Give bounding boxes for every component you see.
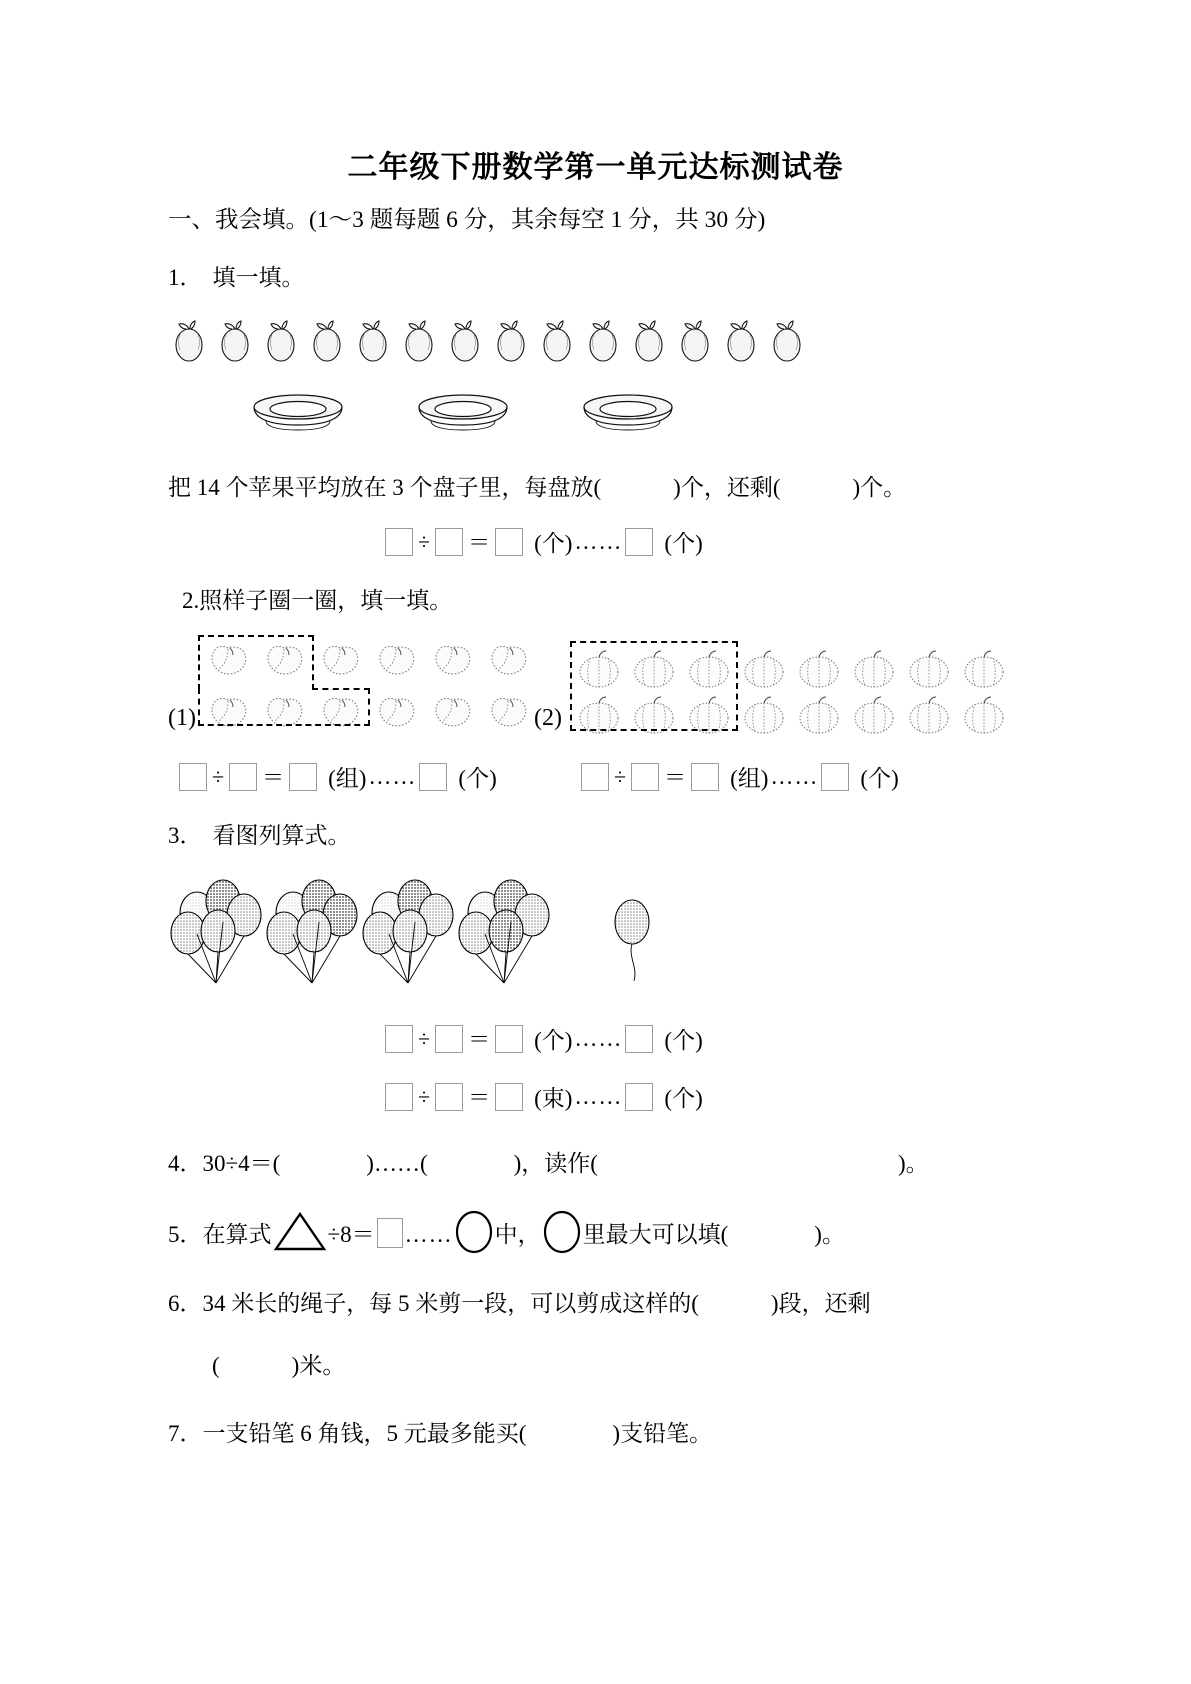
balloon-bunch bbox=[171, 880, 261, 983]
q3b-eq-dots: …… bbox=[574, 1083, 623, 1109]
apple-icon bbox=[720, 316, 762, 364]
q6-line-2 bbox=[212, 1350, 345, 1381]
q6-text-c: ( bbox=[212, 1353, 220, 1378]
q1-prompt-line bbox=[168, 262, 305, 293]
triangle-icon bbox=[273, 1210, 327, 1252]
apple-icon bbox=[674, 316, 716, 364]
plate-icon bbox=[413, 392, 513, 438]
q7-text-a: 7．一支铅笔 6 角钱，5 元最多能买( bbox=[168, 1421, 527, 1446]
apple-icon bbox=[490, 316, 532, 364]
q2-2-eq-dividend-box[interactable] bbox=[581, 763, 609, 791]
q2-1-eq-divisor-box[interactable] bbox=[229, 763, 257, 791]
q3a-eq-quotient-box[interactable] bbox=[495, 1025, 523, 1053]
q2-1-eq-divide-sign: ÷ bbox=[212, 763, 225, 789]
q3b-eq-quotient-unit: (束) bbox=[534, 1086, 573, 1111]
q5-quotient-box[interactable] bbox=[377, 1218, 403, 1248]
pumpkin-icon bbox=[957, 645, 1012, 691]
q3b-eq-remainder-unit: (个) bbox=[664, 1086, 703, 1111]
peach-icon bbox=[424, 690, 480, 742]
q3-prompt-line bbox=[168, 820, 351, 851]
peach-icon bbox=[368, 638, 424, 690]
q3b-eq-divisor-box[interactable] bbox=[435, 1083, 463, 1111]
page-title: 二年级下册数学第一单元达标测试卷 bbox=[347, 150, 844, 185]
q4-text-b: )……( bbox=[366, 1151, 428, 1176]
apple-icon bbox=[352, 316, 394, 364]
apple-icon bbox=[398, 316, 440, 364]
q1-eq-dots: …… bbox=[574, 528, 623, 554]
balloon-bunch bbox=[267, 880, 357, 983]
q6-line-1 bbox=[168, 1288, 871, 1319]
plate-row-illustration bbox=[248, 392, 678, 438]
q2-2-eq-remainder-unit: (个) bbox=[860, 766, 899, 791]
q2-2-eq-remainder-box[interactable] bbox=[821, 763, 849, 791]
apple-icon bbox=[306, 316, 348, 364]
apple-icon bbox=[444, 316, 486, 364]
circle-icon bbox=[454, 1210, 494, 1254]
q6-text-b: )段，还剩 bbox=[770, 1291, 871, 1316]
section-one-heading: 一、我会填。(1～3 题每题 6 分，其余每空 1 分，共 30 分) bbox=[168, 207, 766, 233]
q3-prompt-text: 看图列算式。 bbox=[212, 823, 351, 848]
q5-text-d: 里最大可以填( bbox=[582, 1222, 729, 1247]
q2-item2-label: (2) bbox=[534, 705, 562, 731]
pumpkin-icon bbox=[902, 691, 957, 737]
q3a-eq-divide-sign: ÷ bbox=[418, 1025, 431, 1051]
q3a-eq-dividend-box[interactable] bbox=[385, 1025, 413, 1053]
q1-prompt-text: 填一填。 bbox=[212, 265, 305, 290]
plate-icon bbox=[578, 392, 678, 438]
balloon-bunches bbox=[168, 875, 688, 1010]
q1-eq-remainder-box[interactable] bbox=[625, 528, 653, 556]
q3b-eq-quotient-box[interactable] bbox=[495, 1083, 523, 1111]
q2-2-eq-divide-sign: ÷ bbox=[614, 763, 627, 789]
q2-item1-group-outline-bottom bbox=[198, 688, 370, 726]
q2-item1-label: (1) bbox=[168, 705, 196, 731]
q3-number: 3． bbox=[168, 823, 203, 848]
apple-icon bbox=[260, 316, 302, 364]
q5-text-b: ÷8＝ bbox=[327, 1222, 375, 1247]
q3b-eq-remainder-box[interactable] bbox=[625, 1083, 653, 1111]
q2-1-eq-remainder-unit: (个) bbox=[458, 766, 497, 791]
q3-balloon-illustration bbox=[168, 875, 688, 1010]
q5-line bbox=[168, 1210, 845, 1254]
q1-sentence bbox=[168, 472, 906, 503]
q3a-eq-dots: …… bbox=[574, 1025, 623, 1051]
q6-text-d: )米。 bbox=[291, 1353, 346, 1378]
q3-equation-row-b bbox=[382, 1080, 705, 1113]
peach-icon bbox=[368, 690, 424, 742]
pumpkin-icon bbox=[847, 691, 902, 737]
q1-sentence-part-c: )个。 bbox=[852, 475, 907, 500]
q1-number: 1． bbox=[168, 265, 203, 290]
pumpkin-icon bbox=[792, 645, 847, 691]
q2-2-eq-quotient-unit: (组) bbox=[730, 766, 769, 791]
apple-icon bbox=[536, 316, 578, 364]
q1-eq-quotient-box[interactable] bbox=[495, 528, 523, 556]
q2-number: 2. bbox=[182, 588, 200, 613]
plate-icon bbox=[248, 392, 348, 438]
peach-icon bbox=[480, 690, 536, 742]
q2-1-eq-equals-sign: ＝ bbox=[262, 765, 285, 790]
q3a-eq-quotient-unit: (个) bbox=[534, 1028, 573, 1053]
q2-1-eq-remainder-box[interactable] bbox=[419, 763, 447, 791]
balloon-single bbox=[615, 900, 649, 981]
q3a-eq-remainder-unit: (个) bbox=[664, 1028, 703, 1053]
pumpkin-icon bbox=[902, 645, 957, 691]
apple-icon bbox=[766, 316, 808, 364]
q2-item2-equation-row bbox=[578, 760, 901, 793]
q2-item1-group-outline-join bbox=[312, 635, 370, 690]
q3-equation-row-a bbox=[382, 1022, 705, 1055]
q2-2-eq-equals-sign: ＝ bbox=[664, 765, 687, 790]
q4-text-d: )。 bbox=[897, 1151, 929, 1176]
q1-sentence-part-a: 把 14 个苹果平均放在 3 个盘子里，每盘放( bbox=[168, 475, 602, 500]
pumpkin-icon bbox=[737, 691, 792, 737]
q3a-eq-divisor-box[interactable] bbox=[435, 1025, 463, 1053]
apple-icon bbox=[582, 316, 624, 364]
q2-1-eq-quotient-box[interactable] bbox=[289, 763, 317, 791]
circle-icon bbox=[542, 1210, 582, 1254]
q2-1-eq-dividend-box[interactable] bbox=[179, 763, 207, 791]
q2-item1-group-outline-top bbox=[198, 635, 314, 690]
q2-2-eq-divisor-box[interactable] bbox=[631, 763, 659, 791]
q5-text-c: 中， bbox=[494, 1222, 541, 1247]
q2-2-eq-quotient-box[interactable] bbox=[691, 763, 719, 791]
q2-1-eq-quotient-unit: (组) bbox=[328, 766, 367, 791]
pumpkin-icon bbox=[957, 691, 1012, 737]
pumpkin-icon bbox=[792, 691, 847, 737]
q2-item1-equation-row bbox=[176, 760, 499, 793]
apple-icon bbox=[214, 316, 256, 364]
balloon-bunch bbox=[363, 880, 453, 983]
apple-icon bbox=[168, 316, 210, 364]
q5-text-e: )。 bbox=[814, 1222, 845, 1247]
q1-sentence-part-b: )个，还剩( bbox=[673, 475, 781, 500]
apple-icon bbox=[628, 316, 670, 364]
q4-text-c: )，读作( bbox=[513, 1151, 598, 1176]
q4-line bbox=[168, 1148, 929, 1179]
q2-2-eq-dots: …… bbox=[770, 763, 819, 789]
q1-eq-equals-sign: ＝ bbox=[468, 530, 491, 555]
peach-icon bbox=[424, 638, 480, 690]
q1-eq-divisor-box[interactable] bbox=[435, 528, 463, 556]
apple-row-illustration bbox=[168, 316, 808, 364]
q2-1-eq-dots: …… bbox=[368, 763, 417, 789]
q1-eq-dividend-box[interactable] bbox=[385, 528, 413, 556]
pumpkin-icon bbox=[737, 645, 792, 691]
q2-prompt-line bbox=[182, 585, 452, 616]
q3a-eq-remainder-box[interactable] bbox=[625, 1025, 653, 1053]
q5-dots: …… bbox=[404, 1222, 453, 1247]
q1-eq-remainder-unit: (个) bbox=[664, 531, 703, 556]
q2-prompt-text: 照样子圈一圈，填一填。 bbox=[199, 588, 453, 613]
q3b-eq-dividend-box[interactable] bbox=[385, 1083, 413, 1111]
q1-equation-row bbox=[382, 525, 705, 558]
q3b-eq-divide-sign: ÷ bbox=[418, 1083, 431, 1109]
q2-item2-group-outline bbox=[570, 641, 738, 731]
q5-text-a: 5．在算式 bbox=[168, 1222, 272, 1247]
q3b-eq-equals-sign: ＝ bbox=[468, 1085, 491, 1110]
q4-text-a: 4．30÷4＝( bbox=[168, 1151, 281, 1176]
q1-eq-quotient-unit: (个) bbox=[534, 531, 573, 556]
q7-text-b: )支铅笔。 bbox=[612, 1421, 713, 1446]
peach-icon bbox=[480, 638, 536, 690]
balloon-bunch bbox=[459, 880, 549, 983]
q3a-eq-equals-sign: ＝ bbox=[468, 1027, 491, 1052]
q7-line bbox=[168, 1418, 712, 1449]
q6-text-a: 6．34 米长的绳子，每 5 米剪一段，可以剪成这样的( bbox=[168, 1291, 699, 1316]
q1-eq-divide-sign: ÷ bbox=[418, 528, 431, 554]
pumpkin-icon bbox=[847, 645, 902, 691]
